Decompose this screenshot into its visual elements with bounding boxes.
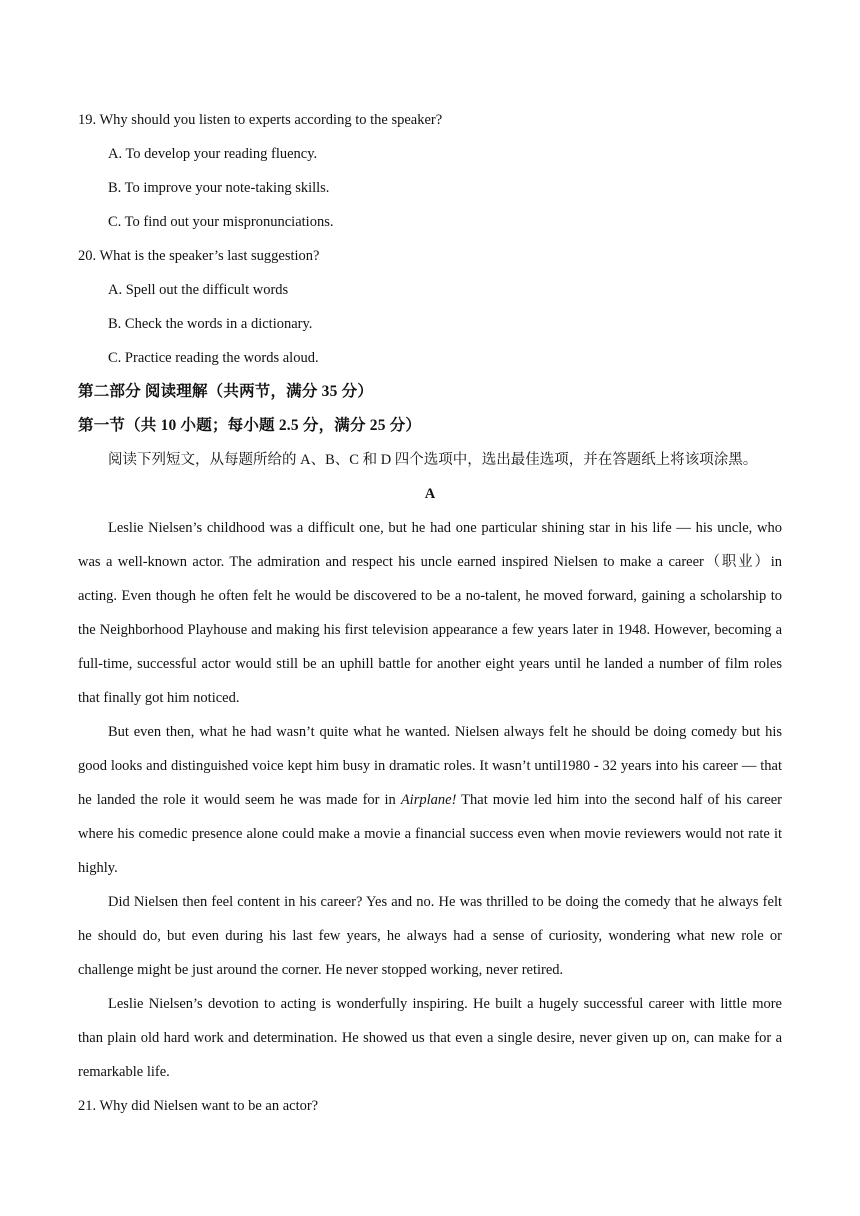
movie-title-airplane: Airplane!	[400, 792, 457, 808]
question-20-option-c: C. Practice reading the words aloud.	[108, 350, 319, 366]
passage-paragraph-3: Did Nielsen then feel content in his career? Yes and no. He was thrilled to be doing the comedy that he always felt he should do, but even during his last few years, he always had a sense of curiosity, wondering what new role or challenge might be just around the corner. He never stopped working, never retired.	[78, 894, 782, 978]
question-19-option-a: A. To develop your reading fluency.	[108, 146, 318, 162]
page-content	[78, 103, 782, 1123]
passage-title: A	[424, 486, 436, 502]
question-20-option-a: A. Spell out the difficult words	[108, 282, 289, 298]
passage-paragraph-1: Leslie Nielsen’s childhood was a difficult one, but he had one particular shining star in his life — his uncle, who was a well-known actor. The admiration and respect his uncle earned inspired Nielsen to make a career（职业）in acting. Even though he often felt he would be discovered to be a no-talent, he moved forward, gaining a scholarship to the Neighborhood Playhouse and making his first television appearance a few years later in 1948. However, becoming a full-time, successful actor would still be an uphill battle for another eight years until he landed a number of film roles that finally got him noticed.	[78, 520, 782, 706]
paragraph-2-text-start: But even then, what he had wasn’t quite what he wanted. Nielsen always felt he should be doing comedy but his good looks and distinguished voice kept him busy in dramatic roles. It wasn’t until1980 - 32 years into his career — that he landed the role it would seem he was made for in	[78, 724, 782, 808]
instructions-text: 阅读下列短文，从每题所给的 A、B、C 和 D 四个选项中，选出最佳选项，并在答题纸上将该项涂黑。	[108, 452, 758, 468]
passage-paragraph-4: Leslie Nielsen’s devotion to acting is wonderfully inspiring. He built a hugely successful career with little more than plain old hard work and determination. He showed us that even a single desire, never given up on, can make for a remarkable life.	[78, 996, 782, 1080]
question-20-stem: 20. What is the speaker’s last suggestion?	[78, 248, 320, 264]
question-19-stem: 19. Why should you listen to experts according to the speaker?	[78, 112, 443, 128]
question-21-stem: 21. Why did Nielsen want to be an actor?	[78, 1098, 319, 1114]
passage-paragraph-2	[78, 715, 782, 885]
question-19-option-c: C. To find out your mispronunciations.	[108, 214, 334, 230]
question-19-option-b: B. To improve your note-taking skills.	[108, 180, 330, 196]
question-20-option-b: B. Check the words in a dictionary.	[108, 316, 313, 332]
section-heading: 第一节（共 10 小题；每小题 2.5 分，满分 25 分）	[78, 417, 422, 434]
paragraph-2-text-end: That movie led him into the second half of his career where his comedic presence alone could make a movie a financial success even when movie reviewers would not rate it highly.	[78, 792, 782, 876]
part-heading: 第二部分 阅读理解（共两节，满分 35 分）	[78, 383, 374, 400]
